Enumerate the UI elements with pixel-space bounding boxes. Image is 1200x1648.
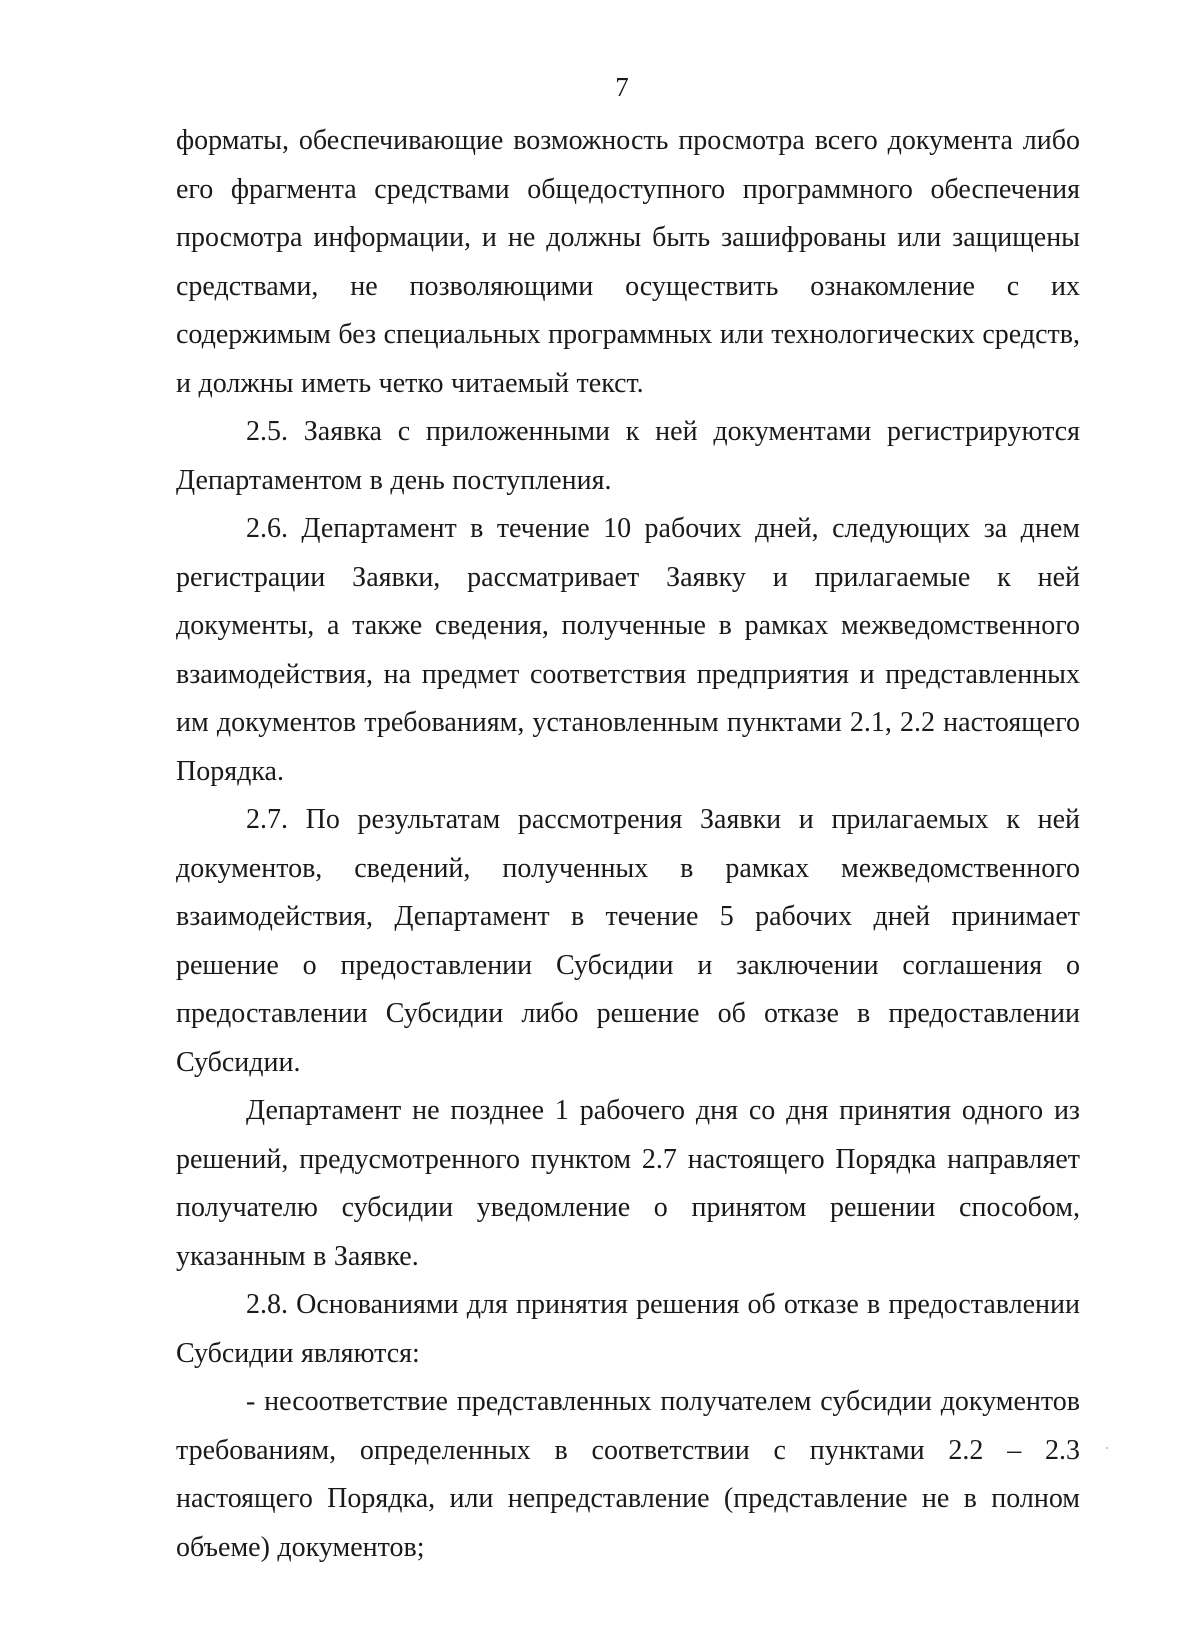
paragraph-department-notice: Департамент не позднее 1 рабочего дня со дня принятия одного из решений, предусмотренного пунктом 2.7 настоящего Порядка направляет получателю субсидии уведомление о принятом решении способом, указанным в Заявке. — [176, 1095, 1080, 1272]
page-number: 7 — [615, 72, 629, 102]
paragraph-2-6: 2.6. Департамент в течение 10 рабочих дней, следующих за днем регистрации Заявки, рассматривает Заявку и прилагаемые к ней документы, а также сведения, полученные в рамках межведомственного взаимодействия, на предмет соответствия предприятия и представленных им документов требованиям, установленным пунктами 2.1, 2.2 настоящего Порядка. — [176, 513, 1080, 787]
paragraph-2-8: 2.8. Основаниями для принятия решения об отказе в предоставлении Субсидии являются: — [176, 1289, 1080, 1369]
paragraph-formats-continuation: форматы, обеспечивающие возможность просмотра всего документа либо его фрагмента средствами общедоступного программного обеспечения просмотра информации, и не должны быть зашифрованы или защищены средствами, не позволяющими осуществить ознакомление с их содержимым без специальных программных или технологических средств, и должны иметь четко читаемый текст. — [176, 125, 1080, 399]
bullet-nonconformity: - несоответствие представленных получателем субсидии документов требованиям, определенных в соответствии с пунктами 2.2 – 2.3 настоящего Порядка, или непредставление (представление не в полном объеме) документов; — [176, 1386, 1080, 1563]
document-body — [176, 117, 1080, 1572]
paragraph-2-7: 2.7. По результатам рассмотрения Заявки и прилагаемых к ней документов, сведений, полученных в рамках межведомственного взаимодействия, Департамент в течение 5 рабочих дней принимает решение о предоставлении Субсидии и заключении соглашения о предоставлении Субсидии либо решение об отказе в предоставлении Субсидии. — [176, 804, 1080, 1078]
paragraph-2-5: 2.5. Заявка с приложенными к ней документами регистрируются Департаментом в день поступления. — [176, 416, 1080, 496]
scan-speck — [1106, 1447, 1108, 1449]
